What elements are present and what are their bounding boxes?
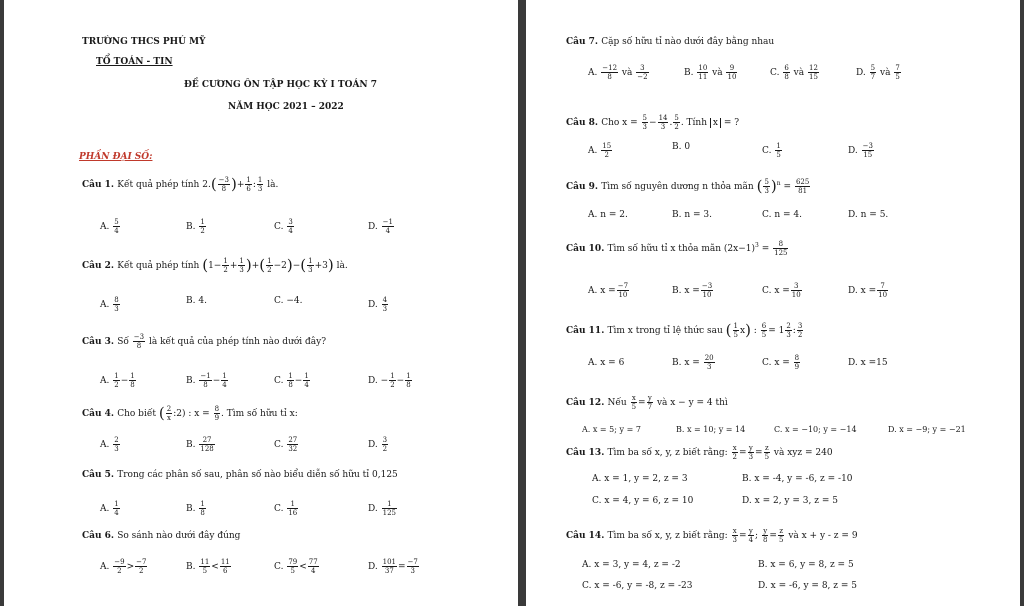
q14-option-b[interactable]: B. x = 6, y = 8, z = 5 xyxy=(758,560,854,570)
q3-option-b[interactable]: B. $\frac{-1}{8}$ − $\frac{1}{4}$ xyxy=(186,372,227,389)
q8-option-a[interactable]: A. $\frac{15}{2}$ xyxy=(588,142,612,159)
section-heading: PHẦN ĐẠI SỐ: xyxy=(79,152,153,162)
question-4: Câu 4. Cho biết ( $\frac{2}{x}$ :2) : x = $\frac{8}{9}$ . Tìm số hữu tỉ x: xyxy=(82,404,298,422)
q3-option-a[interactable]: A. $\frac{1}{2}$ − $\frac{1}{8}$ xyxy=(100,372,135,389)
q8-option-d[interactable]: D. $\frac{-3}{15}$ xyxy=(848,142,873,159)
q3-option-d[interactable]: D. − $\frac{1}{2}$ − $\frac{1}{8}$ xyxy=(368,372,411,389)
q5-option-a[interactable]: A. $\frac{1}{4}$ xyxy=(100,500,119,517)
document-title: ĐỀ CƯƠNG ÔN TẬP HỌC KỲ I TOÁN 7 xyxy=(184,80,378,90)
q7-option-c[interactable]: C. $\frac{6}{8}$ và $\frac{12}{15}$ xyxy=(770,64,818,81)
q7-option-b[interactable]: B. $\frac{10}{11}$ và $\frac{9}{10}$ xyxy=(684,64,737,81)
q10-option-b[interactable]: B. x = $\frac{-3}{10}$ xyxy=(672,282,713,299)
question-14: Câu 14. Tìm ba số x, y, z biết rằng: $\frac{x}{3}$ = $\frac{y}{4}$ ; $\frac{y}{8}$ = $\frac{z}{5}$ và x + y - z = 9 xyxy=(566,527,858,544)
q8-option-c[interactable]: C. $\frac{1}{5}$ xyxy=(762,142,781,159)
q13-option-d[interactable]: D. x = 2, y = 3, z = 5 xyxy=(742,496,838,506)
question-7: Câu 7. Cặp số hữu tỉ nào dưới đây bằng nhau xyxy=(566,37,775,47)
q9-option-b[interactable]: B. n = 3. xyxy=(672,210,713,220)
school-name: TRƯỜNG THCS PHÚ MỸ xyxy=(82,37,206,47)
q1-option-b[interactable]: B. $\frac{1}{2}$ xyxy=(186,218,205,235)
q12-option-d[interactable]: D. x = −9; y = −21 xyxy=(888,425,966,434)
question-13: Câu 13. Tìm ba số x, y, z biết rằng: $\frac{x}{2}$ = $\frac{y}{3}$ = $\frac{z}{5}$ và xyz = 240 xyxy=(566,444,833,461)
q9-option-d[interactable]: D. n = 5. xyxy=(848,210,889,220)
q11-option-b[interactable]: B. x = $\frac{20}{3}$ xyxy=(672,354,714,371)
q14-option-a[interactable]: A. x = 3, y = 4, z = -2 xyxy=(582,560,681,570)
q4-option-a[interactable]: A. $\frac{2}{3}$ xyxy=(100,436,119,453)
department-name: TỔ TOÁN - TIN xyxy=(96,57,173,67)
q11-option-a[interactable]: A. x = 6 xyxy=(588,358,625,368)
q7-option-a[interactable]: A. $\frac{-12}{8}$ và $\frac{3}{-2}$ xyxy=(588,64,648,81)
q13-option-c[interactable]: C. x = 4, y = 6, z = 10 xyxy=(592,496,694,506)
question-8: Câu 8. Cho x = $\frac{5}{3}$ − $\frac{14}{3}$ . $\frac{5}{2}$ . Tính x = ? xyxy=(566,114,740,131)
question-12: Câu 12. Nếu $\frac{x}{5}$ = $\frac{y}{7}$ và x − y = 4 thì xyxy=(566,394,728,411)
q2-option-a[interactable]: A. $\frac{8}{3}$ xyxy=(100,296,119,313)
q1-option-a[interactable]: A. $\frac{5}{4}$ xyxy=(100,218,119,235)
q4-option-c[interactable]: C. $\frac{27}{32}$ xyxy=(274,436,298,453)
question-6: Câu 6. So sánh nào dưới đây đúng xyxy=(82,531,241,541)
q11-option-c[interactable]: C. x = $\frac{8}{9}$ xyxy=(762,354,800,371)
q2-option-b[interactable]: B. 4. xyxy=(186,296,207,306)
q9-option-c[interactable]: C. n = 4. xyxy=(762,210,802,220)
q5-option-b[interactable]: B. $\frac{1}{8}$ xyxy=(186,500,205,517)
q6-option-a[interactable]: A. $\frac{-9}{2}$ > $\frac{-7}{2}$ xyxy=(100,558,147,575)
q10-option-d[interactable]: D. x = $\frac{7}{10}$ xyxy=(848,282,888,299)
q4-option-b[interactable]: B. $\frac{27}{128}$ xyxy=(186,436,214,453)
q13-option-b[interactable]: B. x = -4, y = -6, z = -10 xyxy=(742,474,853,484)
q6-option-d[interactable]: D. $\frac{101}{37}$ = $\frac{-7}{3}$ xyxy=(368,558,418,575)
q1-option-d[interactable]: D. $\frac{-1}{4}$ xyxy=(368,218,393,235)
q7-option-d[interactable]: D. $\frac{5}{7}$ và $\frac{7}{5}$ xyxy=(856,64,900,81)
q12-option-a[interactable]: A. x = 5; y = 7 xyxy=(582,425,641,434)
q12-option-c[interactable]: C. x = −10; y = −14 xyxy=(774,425,857,434)
q14-option-d[interactable]: D. x = -6, y = 8, z = 5 xyxy=(758,581,857,591)
question-2: Câu 2. Kết quả phép tính (1− $\frac{1}{2}$ + $\frac{1}{3}$ )+( $\frac{1}{2}$ −2)−( $\frac{1}{3}$ +3) là. xyxy=(82,256,348,274)
question-10: Câu 10. Tìm số hữu tỉ x thỏa mãn $(2x-1)^3$ = $\frac{8}{125}$ xyxy=(566,240,788,257)
page-right xyxy=(526,0,1020,606)
q10-option-c[interactable]: C. x = $\frac{3}{10}$ xyxy=(762,282,801,299)
q9-option-a[interactable]: A. n = 2. xyxy=(588,210,628,220)
q5-option-c[interactable]: C. $\frac{1}{16}$ xyxy=(274,500,298,517)
question-11: Câu 11. Tìm x trong tỉ lệ thức sau ( $\frac{1}{5}$ x) : $\frac{6}{5}$ = 1 $\frac{2}{3}$ : $\frac{3}{2}$ xyxy=(566,321,803,339)
question-9: Câu 9. Tìm số nguyên dương n thỏa mãn ( $\frac{5}{3}$ )$^n$ = $\frac{625}{81}$ xyxy=(566,177,810,195)
question-3: Câu 3. Số $\frac{-3}{8}$ là kết quả của phép tính nào dưới đây? xyxy=(82,333,327,350)
q2-option-d[interactable]: D. $\frac{4}{3}$ xyxy=(368,296,388,313)
q11-option-d[interactable]: D. x =15 xyxy=(848,358,888,368)
page-left xyxy=(4,0,518,606)
school-year: NĂM HỌC 2021 – 2022 xyxy=(228,102,344,112)
q8-option-b[interactable]: B. 0 xyxy=(672,142,691,152)
q2-option-c[interactable]: C. −4. xyxy=(274,296,303,306)
q5-option-d[interactable]: D. $\frac{1}{125}$ xyxy=(368,500,397,517)
q10-option-a[interactable]: A. x = $\frac{-7}{10}$ xyxy=(588,282,629,299)
q1-option-c[interactable]: C. $\frac{3}{4}$ xyxy=(274,218,293,235)
q3-option-c[interactable]: C. $\frac{1}{8}$ − $\frac{1}{4}$ xyxy=(274,372,309,389)
q13-option-a[interactable]: A. x = 1, y = 2, z = 3 xyxy=(592,474,688,484)
q4-option-d[interactable]: D. $\frac{3}{2}$ xyxy=(368,436,388,453)
q12-option-b[interactable]: B. x = 10; y = 14 xyxy=(676,425,746,434)
q6-option-b[interactable]: B. $\frac{11}{5}$ < $\frac{11}{6}$ xyxy=(186,558,230,575)
q6-option-c[interactable]: C. $\frac{79}{5}$ < $\frac{77}{4}$ xyxy=(274,558,318,575)
q14-option-c[interactable]: C. x = -6, y = -8, z = -23 xyxy=(582,581,693,591)
question-1: Câu 1. Kết quả phép tính 2.( $\frac{-3}{8}$ )+ $\frac{1}{6}$ : $\frac{1}{3}$ là. xyxy=(82,175,279,193)
question-5: Câu 5. Trong các phân số sau, phân số nào biểu diễn số hữu tỉ 0,125 xyxy=(82,470,398,480)
